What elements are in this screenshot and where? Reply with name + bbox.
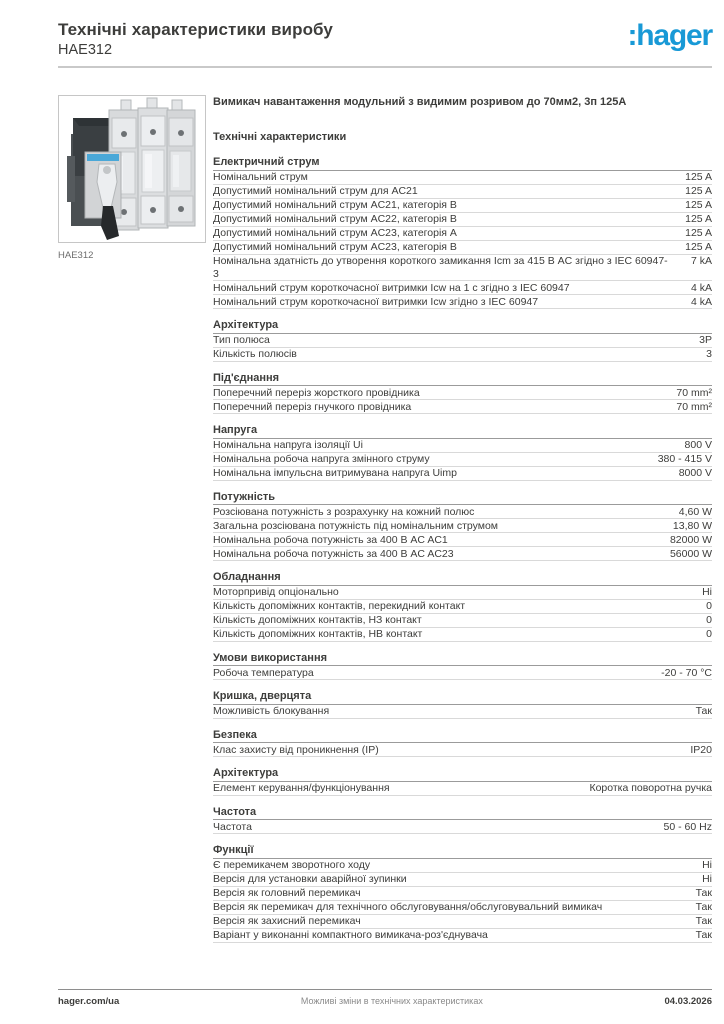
row-value: 125 A (685, 199, 712, 211)
row-value: Ні (702, 859, 712, 871)
hager-logo: :hager (627, 19, 712, 52)
spec-section (213, 156, 712, 309)
product-image-column (58, 95, 206, 261)
spec-section (213, 424, 712, 481)
row-label: Кількість допоміжних контактів, НВ контакт (213, 628, 423, 640)
spec-row (213, 281, 712, 295)
spec-row (213, 453, 712, 467)
spec-section (213, 491, 712, 562)
spec-row (213, 334, 712, 348)
spec-row (213, 887, 712, 901)
row-value: 82000 W (669, 533, 712, 546)
row-value: 4 kA (690, 295, 712, 308)
spec-row (213, 859, 712, 873)
row-label: Версія як захисний перемикач (213, 915, 361, 927)
section-title: Обладнання (213, 571, 712, 586)
row-label: Елемент керування/функціонування (213, 782, 390, 794)
spec-section (213, 806, 712, 835)
row-label: Загальна розсіювана потужність під номінальним струмом (213, 519, 499, 532)
row-value: Так (695, 705, 712, 717)
row-value: 380 - 415 V (657, 453, 712, 465)
row-label: Номінальна робоча потужність за 400 В AC AC1 (213, 533, 448, 546)
spec-row (213, 628, 712, 642)
row-value: 125 A (685, 185, 712, 197)
spec-row (213, 820, 712, 834)
spec-row (213, 400, 712, 414)
row-value: 125 A (685, 213, 712, 225)
spec-row (213, 873, 712, 887)
row-label: Робоча температура (213, 666, 314, 679)
row-value: Так (695, 915, 712, 927)
spec-row (213, 586, 712, 600)
row-value: 13,80 W (672, 519, 712, 532)
page-title: Технічні характеристики виробу (58, 20, 333, 39)
spec-row (213, 199, 712, 213)
product-image-caption: HAE312 (58, 250, 94, 261)
section-title: Частота (213, 806, 712, 821)
spec-row (213, 901, 712, 915)
row-value: 70 mm² (676, 400, 712, 413)
row-label: Клас захисту від проникнення (IP) (213, 743, 379, 756)
spec-row (213, 519, 712, 533)
spec-section (213, 690, 712, 719)
spec-row (213, 439, 712, 453)
row-label: Поперечний переріз жорсткого провідника (213, 386, 420, 399)
spec-row (213, 614, 712, 628)
spec-section (213, 767, 712, 796)
row-label: Розсіювана потужність з розрахунку на кожний полюс (213, 505, 475, 518)
product-image-frame (58, 95, 206, 243)
row-value: 0 (706, 614, 712, 626)
row-label: Поперечний переріз гнучкого провідника (213, 400, 412, 413)
row-label: Номінальна робоча напруга змінного струму (213, 453, 430, 465)
row-label: Тип полюса (213, 334, 270, 346)
row-value: Коротка поворотна ручка (589, 782, 712, 794)
row-label: Моторпривід опціонально (213, 586, 339, 598)
spec-row (213, 505, 712, 519)
row-value: IP20 (690, 743, 712, 756)
row-label: Частота (213, 820, 252, 833)
section-title: Під'єднання (213, 372, 712, 387)
row-label: Допустимий номінальний струм AC21, категорія B (213, 199, 457, 211)
row-label: Номінальний струм короткочасної витримки Icw згідно з IEC 60947 (213, 295, 539, 308)
section-title: Безпека (213, 729, 712, 744)
row-label: Номінальна напруга ізоляції Ui (213, 439, 363, 451)
spec-row (213, 241, 712, 255)
spec-row (213, 171, 712, 185)
section-title: Електричний струм (213, 156, 712, 171)
spec-row (213, 227, 712, 241)
spec-row (213, 185, 712, 199)
row-value: Так (695, 901, 712, 913)
spec-row (213, 915, 712, 929)
section-title: Потужність (213, 491, 712, 506)
row-label: Варіант у виконанні компактного вимикача-роз'єднувача (213, 929, 488, 941)
row-value: 125 A (685, 227, 712, 239)
spec-content (213, 95, 712, 943)
spec-sections (213, 156, 712, 943)
tech-characteristics-heading: Технічні характеристики (213, 131, 347, 143)
section-title: Кришка, дверцята (213, 690, 712, 705)
row-value: 7 kA (690, 255, 712, 267)
row-value: -20 - 70 °C (661, 666, 712, 679)
spec-section (213, 319, 712, 362)
spec-row (213, 386, 712, 400)
row-label: Кількість полюсів (213, 348, 297, 360)
section-title: Умови використання (213, 652, 712, 667)
spec-row (213, 600, 712, 614)
header (58, 19, 712, 60)
row-value: Так (695, 887, 712, 899)
row-value: 0 (706, 600, 712, 612)
row-label: Номінальна імпульсна витримувана напруга Uimp (213, 467, 457, 479)
spec-row (213, 929, 712, 943)
row-label: Допустимий номінальний струм AC22, категорія B (213, 213, 457, 225)
row-value: 4,60 W (678, 505, 712, 518)
spec-row (213, 547, 712, 561)
row-value: 50 - 60 Hz (663, 820, 712, 833)
product-code: HAE312 (58, 42, 113, 58)
section-title: Напруга (213, 424, 712, 439)
spec-section (213, 372, 712, 415)
spec-row (213, 743, 712, 757)
section-title: Архітектура (213, 319, 712, 334)
spec-section (213, 652, 712, 681)
spec-row (213, 295, 712, 309)
row-value: 4 kA (690, 281, 712, 294)
row-value: 8000 V (678, 467, 712, 479)
row-label: Кількість допоміжних контактів, НЗ контакт (213, 614, 422, 626)
spec-row (213, 467, 712, 481)
row-label: Можливість блокування (213, 705, 330, 717)
product-description: Вимикач навантаження модульний з видимим розривом до 70мм2, 3п 125А (213, 96, 627, 108)
row-value: Ні (702, 586, 712, 598)
row-value: 70 mm² (676, 386, 712, 399)
row-label: Допустимий номінальний струм для AC21 (213, 185, 418, 197)
row-label: Допустимий номінальний струм AC23, категорія B (213, 241, 457, 253)
row-value: Так (695, 929, 712, 941)
spec-section (213, 844, 712, 943)
row-label: Номінальний струм (213, 171, 308, 183)
spec-row (213, 705, 712, 719)
row-value: 125 A (685, 241, 712, 253)
row-label: Допустимий номінальний струм AC23, категорія A (213, 227, 457, 239)
row-label: Версія як головний перемикач (213, 887, 361, 899)
product-photo (59, 96, 205, 242)
spec-row (213, 255, 712, 282)
footer-date: 04.03.2026 (664, 996, 712, 1007)
section-title: Функції (213, 844, 712, 859)
spec-row (213, 348, 712, 362)
row-label: Номінальна здатність до утворення короткого замикання Icm за 415 В AC згідно з IEC 60947-3 (213, 255, 668, 280)
row-value: 56000 W (669, 547, 712, 560)
spec-section (213, 729, 712, 758)
spec-row (213, 782, 712, 796)
row-label: Є перемикачем зворотного ходу (213, 859, 371, 871)
row-value: 0 (706, 628, 712, 640)
spec-row (213, 213, 712, 227)
footer-disclaimer: Можливі зміни в технічних характеристиках (300, 996, 483, 1006)
row-value: 3P (699, 334, 712, 346)
spec-row (213, 533, 712, 547)
row-label: Номінальна робоча потужність за 400 В AC AC23 (213, 547, 454, 560)
spec-section (213, 571, 712, 642)
footer-divider (58, 989, 712, 990)
section-title: Архітектура (213, 767, 712, 782)
footer-website-link[interactable]: hager.com/ua (58, 996, 120, 1007)
row-value: 800 V (684, 439, 712, 451)
row-label: Кількість допоміжних контактів, перекидний контакт (213, 600, 466, 612)
spec-row (213, 666, 712, 680)
header-divider (58, 66, 712, 68)
row-value: Ні (702, 873, 712, 885)
row-value: 125 A (685, 171, 712, 183)
row-label: Версія для установки аварійної зупинки (213, 873, 407, 885)
row-label: Версія як перемикач для технічного обслуговування/обслуговувальний вимикач (213, 901, 603, 913)
row-value: 3 (706, 348, 712, 360)
row-label: Номінальний струм короткочасної витримки Icw на 1 с згідно з IEC 60947 (213, 281, 570, 294)
footer (58, 996, 712, 1007)
